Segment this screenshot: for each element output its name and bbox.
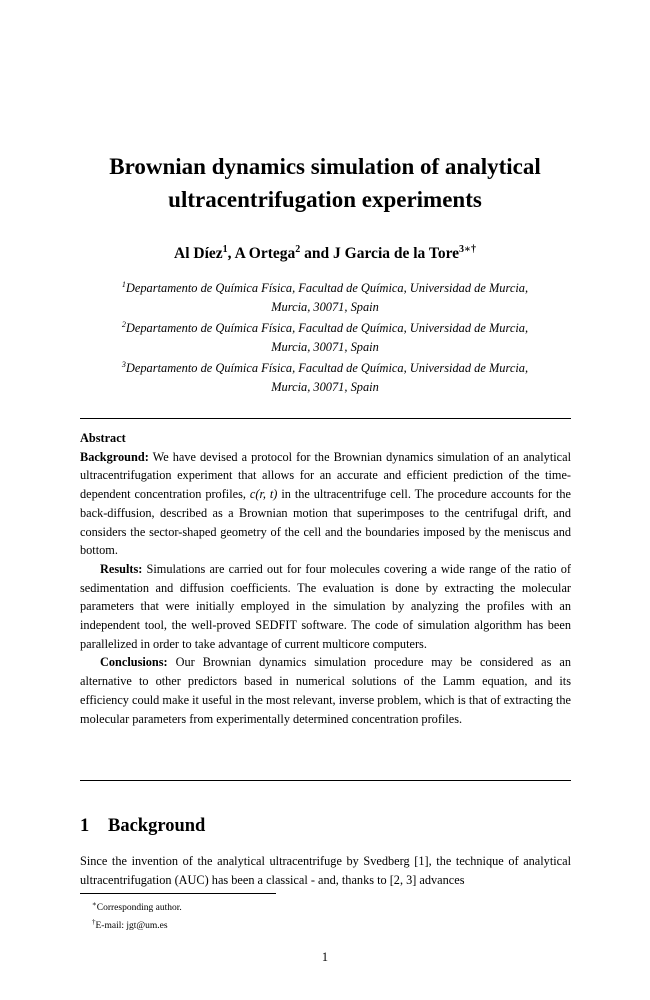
author-superscript: 3∗†	[459, 244, 476, 255]
paper-title	[60, 150, 590, 216]
abstract-top-rule	[80, 418, 571, 419]
footnote: ∗Corresponding author.	[92, 900, 182, 914]
author-list: Al Díez$^1$, A Ortega$^2$ and J Garcia de la Tore$^{3∗\dagger}$	[174, 244, 476, 263]
section-body	[80, 852, 571, 889]
section-heading	[80, 814, 205, 838]
body-paragraph: Since the invention of the analytical ultracentrifuge by Svedberg [1], the technique of analytical ultracentrifugation (AUC) has been a classical - and, thanks to [2, 3] advances	[80, 854, 571, 887]
affiliation-1: $^1$Departamento de Química Física, Facultad de Química, Universidad de Murcia, Murcia, 30071, Spain	[121, 280, 529, 314]
abstract-results: Results: Simulations are carried out for four molecules covering a wide range of the ratio of sedimentation and diffusion coefficients. The evaluation is done by extracting the molecular parameters that were initially employed in the simulation by analyzing the profiles with an independent tool, the well-proved SEDFIT software. The code of simulation algorithm has been parallelized in order to take advantage of current multicore computers.	[80, 561, 571, 651]
abstract-bottom-rule	[80, 780, 571, 781]
affiliation-3: $^3$Departamento de Química Física, Facultad de Química, Universidad de Murcia, Murcia, 30071, Spain	[121, 360, 529, 394]
author-name: Al Díez	[174, 245, 223, 263]
section-number: 1	[80, 816, 90, 836]
section-title: Background	[108, 816, 206, 836]
affiliations	[80, 276, 570, 396]
footnote: †E-mail: jgt@um.es	[92, 918, 168, 932]
affiliation-2: $^2$Departamento de Química Física, Facultad de Química, Universidad de Murcia, Murcia, 30071, Spain	[121, 320, 529, 354]
abstract-conclusions: Conclusions: Our Brownian dynamics simulation procedure may be considered as an alternative to other predictors based in numerical solutions of the Lamm equation, and its efficiency could make it useful in the most relevant, inverse problem, which is that of extracting the molecular parameters from experimentally determined concentration profiles.	[80, 655, 571, 726]
formula: c(r, t)	[249, 487, 278, 502]
page-number: 1	[321, 950, 329, 964]
abstract	[80, 429, 571, 728]
author-name: J Garcia de la Tore	[333, 245, 460, 263]
footnote-rule	[80, 893, 276, 894]
abstract-heading: Abstract	[80, 431, 126, 445]
author-superscript: 1	[222, 244, 228, 255]
abstract-background: Background: We have devised a protocol for the Brownian dynamics simulation of an analytical ultracentrifugation experiment that allows for an accurate and efficient prediction of the time-dependent concentration profiles, c(r, t) in the ultracentrifuge cell. The procedure accounts for the back-diffusion, described as a Brownian motion that superimposes to the centrifugal drift, and considers the sector-shaped geometry of the cell and the boundaries imposed by the meniscus and bottom.	[80, 449, 572, 558]
author-name: A Ortega	[234, 245, 296, 263]
title-line-1: Brownian dynamics simulation of analytical	[109, 154, 541, 179]
author-superscript: 2	[295, 244, 301, 255]
footnotes	[92, 897, 182, 933]
title-line-2: ultracentrifugation experiments	[168, 187, 482, 212]
